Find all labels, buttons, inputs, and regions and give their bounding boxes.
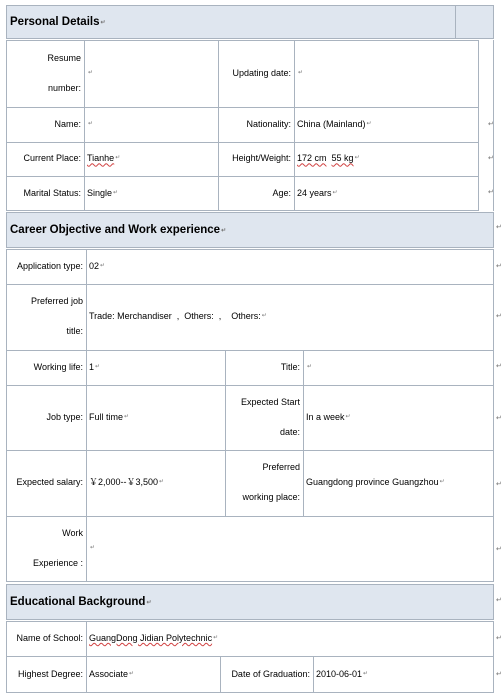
expected-salary-value: ￥2,000--￥3,500 ↵ (89, 477, 165, 488)
job-type-label: Job type: (46, 411, 83, 422)
para-mark: ↵ (496, 224, 502, 231)
name-label: Name: (54, 118, 81, 129)
application-type-value: 02 ↵ (89, 260, 106, 271)
section-title-personal: Personal Details (10, 16, 100, 28)
para-mark: ↵ (488, 189, 494, 196)
resume-number-value: ↵ (88, 69, 94, 76)
work-experience-value: ↵ (90, 545, 96, 552)
para-mark: ↵ (496, 481, 502, 488)
application-type-label: Application type: (16, 260, 83, 271)
para-mark: ↵ (496, 546, 502, 553)
section-title-career: Career Objective and Work experience (10, 224, 221, 236)
expected-salary-label: Expected salary: (16, 477, 83, 488)
preferred-job-title-label: Preferred job title: (30, 296, 83, 337)
preferred-working-place-value: Guangdong province Guangzhou ↵ (306, 477, 445, 488)
para-mark: ↵ (488, 155, 494, 162)
school-name-label: Name of School: (16, 632, 83, 643)
preferred-job-title-value: Trade: Merchandiser , Others: , Others: ↵ (89, 311, 267, 322)
work-experience-label: Work Experience : (32, 528, 83, 569)
highest-degree-value: Associate ↵ (89, 668, 135, 679)
updating-date-label: Updating date: (232, 67, 291, 78)
height-weight-value: 172 cm 55 kg ↵ (297, 153, 360, 164)
section-header-education: Educational Background ↵ (6, 584, 494, 620)
age-value: 24 years ↵ (297, 187, 338, 198)
para-mark: ↵ (496, 363, 502, 370)
nationality-value: China (Mainland) ↵ (297, 118, 372, 129)
current-place-label: Current Place: (23, 153, 81, 164)
section-header-career: Career Objective and Work experience ↵ (6, 212, 494, 248)
title-label: Title: (280, 361, 300, 372)
job-type-value: Full time ↵ (89, 411, 130, 422)
para-mark: ↵ (496, 415, 502, 422)
para-mark: ↵ (496, 635, 502, 642)
expected-start-date-label: Expected Start date: (240, 396, 300, 437)
height-weight-label: Height/Weight: (232, 153, 291, 164)
resume-number-label: Resume number: (47, 52, 81, 93)
age-label: Age: (272, 187, 291, 198)
expected-start-date-value: In a week ↵ (306, 411, 351, 422)
name-value: ↵ (88, 120, 94, 127)
highest-degree-label: Highest Degree: (17, 668, 83, 679)
marital-status-value: Single ↵ (87, 187, 119, 198)
preferred-working-place-label: Preferred working place: (242, 462, 300, 503)
para-mark: ↵ (496, 671, 502, 678)
graduation-date-label: Date of Graduation: (231, 668, 310, 679)
current-place-value: Tianhe ↵ (87, 153, 121, 164)
school-name-value: GuangDong Jidian Polytechnic ↵ (89, 632, 219, 643)
nationality-label: Nationality: (246, 118, 291, 129)
section-title-education: Educational Background (10, 596, 146, 608)
working-life-label: Working life: (33, 361, 83, 372)
title-value: ↵ (307, 363, 313, 370)
section-header-personal: Personal Details ↵ (6, 5, 456, 39)
para-mark: ↵ (496, 597, 502, 604)
marital-status-label: Marital Status: (23, 187, 81, 198)
para-mark: ↵ (496, 263, 502, 270)
para-mark: ↵ (496, 313, 502, 320)
updating-date-value: ↵ (298, 69, 304, 76)
header-side-cell (455, 5, 494, 39)
para-mark: ↵ (488, 121, 494, 128)
graduation-date-value: 2010-06-01 ↵ (316, 668, 369, 679)
working-life-value: 1 ↵ (89, 361, 101, 372)
